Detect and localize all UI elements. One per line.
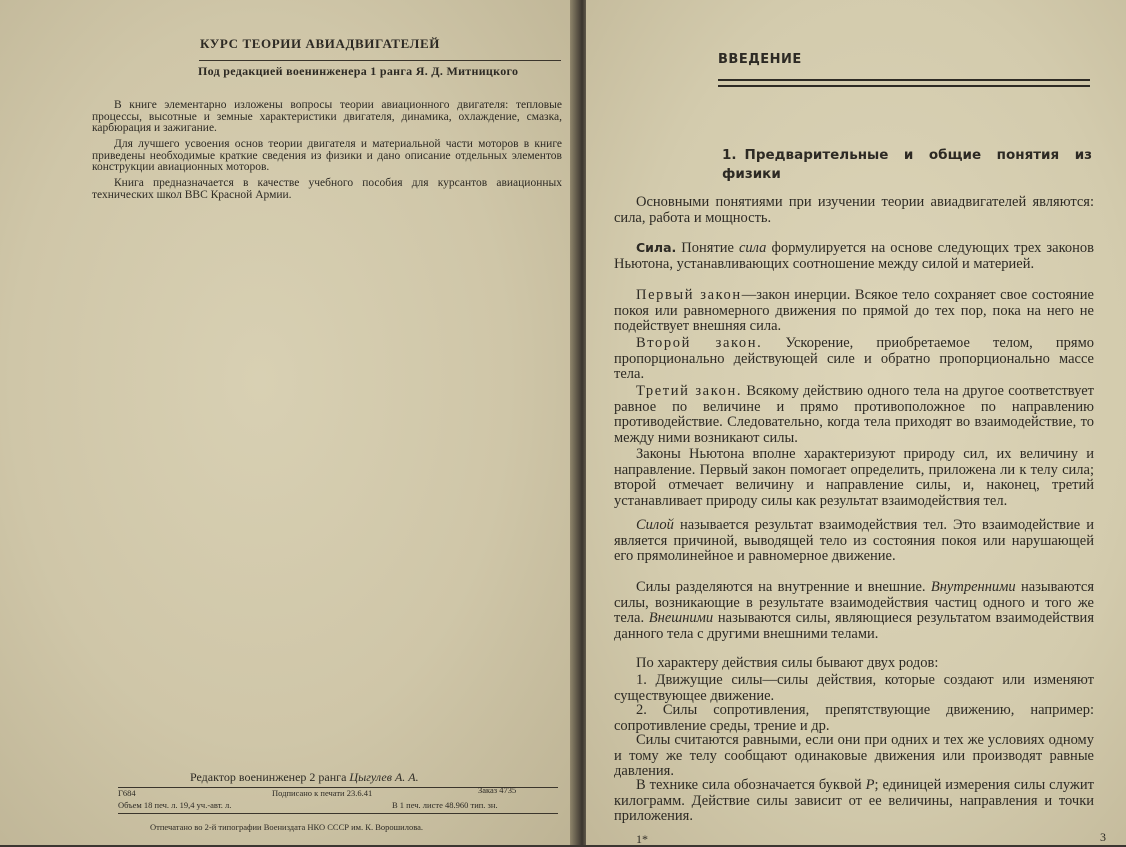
second-law-label: Второй закон. <box>636 335 763 351</box>
newton-laws-paragraph: Законы Ньютона вполне характеризуют природу сил, их величину и направление. Первый закон помогает определить, приложена ли к телу сила; второй отмечает величину и направление силы, и, наконец, третий устанавливает природу силы как результат взаимодействия тел. <box>614 446 1094 509</box>
force-term: сила <box>739 240 767 256</box>
section-title <box>722 146 1092 184</box>
third-law-label: Третий закон. <box>636 383 743 399</box>
title-divider <box>199 60 561 61</box>
heading-rule-2 <box>718 85 1090 87</box>
force-definition-paragraph: Силой называется результат взаимодействия тел. Это взаимодействие и является причиной, выводящей тело из состояния покоя или нарушающей его прямолинейное и равномерное движение. <box>614 517 1094 564</box>
imprint-sheet: В 1 печ. листе 48.960 тип. зн. <box>392 800 498 810</box>
force-division-paragraph: Силы разделяются на внутренние и внешние. Внутренними называются силы, возникающие в результате взаимодействия частиц одного и того же тела. Внешними называются силы, являющиеся результатом взаимодействия данного тела с другими внешними телами. <box>614 579 1094 642</box>
equal-forces-paragraph: Силы считаются равными, если они при одних и тех же условиях одному и тому же телу сообщают одинаковые движения или производят равные давления. <box>614 732 1094 779</box>
second-law-paragraph: Второй закон. Ускорение, приобретаемое телом, прямо пропорционально действующей силе и обратно пропорционально массе тела. <box>614 335 1095 382</box>
imprint-rule-bottom <box>118 813 558 814</box>
force-paragraph: Сила. Понятие сила формулируется на основе следующих трех законов Ньютона, устанавливающих соотношение между силой и материей. <box>614 240 1094 272</box>
abstract-paragraph-2: Для лучшего усвоения основ теории двигателя и материальной части моторов в книге приведены необходимые краткие сведения из физики и дано описание отдельных элементов конструкции авиационных моторов. <box>92 138 562 173</box>
imprint-editor-name: Цыгулев А. А. <box>349 770 419 784</box>
force-symbol: P <box>865 777 875 793</box>
intro-paragraph: Основными понятиями при изучении теории авиадвигателей являются: сила, работа и мощность. <box>614 194 1094 226</box>
section-number: 1. <box>722 147 737 163</box>
imprint-editor-prefix: Редактор военинженер 2 ранга <box>190 770 347 784</box>
signature-mark: 1* <box>636 832 648 846</box>
force-kind-1: 1. Движущие силы—силы действия, которые создают или изменяют существующее движение. <box>614 672 1094 704</box>
force-kind-2: 2. Силы сопротивления, препятствующие движению, например: сопротивление среды, трение и др. <box>614 702 1094 734</box>
force-label: Сила. <box>636 240 677 255</box>
abstract-paragraph-1: В книге элементарно изложены вопросы теории авиационного двигателя: тепловые процессы, высотные и земные характеристики двигателя, динамика, охлаждение, смазка, карбюрация и зажигание. <box>92 99 562 134</box>
imprint-signed: Подписано к печати 23.6.41 <box>272 788 373 798</box>
third-law-paragraph: Третий закон. Всякому действию одного тела на другое соответствует равное по величине и прямо противоположное по направлению противодействие. Следовательно, когда тела приходят во взаимодействие, то между ними возникают силы. <box>614 383 1094 446</box>
first-law-paragraph: Первый закон—закон инерции. Всякое тело сохраняет свое состояние покоя или равномерного движения по прямой до тех пор, пока на него не подействует внешняя сила. <box>614 287 1094 334</box>
first-law-label: Первый закон <box>636 287 742 303</box>
force-kinds-intro: По характеру действия силы бывают двух родов: <box>636 655 939 671</box>
book-editor-line: Под редакцией военинженера 1 ранга Я. Д. Митницкого <box>198 64 519 78</box>
abstract-paragraph-3: Книга предназначается в качестве учебного пособия для курсантов авиационных технических школ ВВС Красной Армии. <box>92 177 562 201</box>
section-title-text: Предварительные и общие понятия из физики <box>722 147 1092 182</box>
imprint-editor <box>190 770 419 785</box>
imprint-order: Заказ 4735 <box>478 785 517 795</box>
chapter-heading: ВВЕДЕНИЕ <box>718 52 802 67</box>
page-number: 3 <box>1100 830 1106 844</box>
force-definition-term: Силой <box>636 517 674 533</box>
force-notation-paragraph: В технике сила обозначается буквой P; единицей измерения силы служит килограмм. Действие силы зависит от ее величины, направления и точки приложения. <box>614 777 1094 824</box>
imprint-g-code: Г684 <box>118 788 136 798</box>
imprint-printed: Отпечатано во 2-й типографии Воениздата НКО СССР им. К. Ворошилова. <box>150 822 424 832</box>
imprint-volume: Объем 18 печ. л. 19,4 уч.-авт. л. <box>118 800 232 810</box>
internal-term: Внутренними <box>930 579 1016 595</box>
book-series-title: КУРС ТЕОРИИ АВИАДВИГАТЕЛЕЙ <box>200 36 440 51</box>
external-term: Внешними <box>648 610 714 626</box>
heading-rule-1 <box>718 79 1090 81</box>
